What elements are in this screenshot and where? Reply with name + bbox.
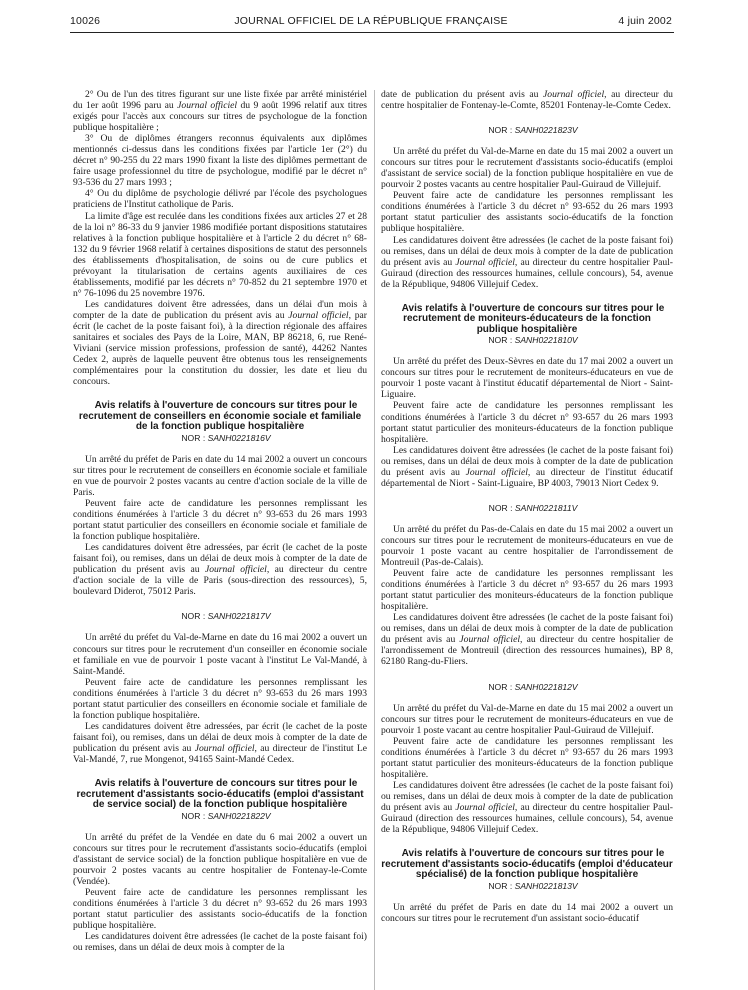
paragraph: Un arrêté du préfet du Val-de-Marne en date du 16 mai 2002 a ouvert un concours sur titres pour le recrutement d'un conseiller en économie sociale et familiale en vue de pourvoir 1 poste vacant à l'institut Le Val-Mandé, à Saint-Mandé. [73, 632, 367, 677]
paragraph: Les candidatures doivent être adressées, dans un délai d'un mois à compter de la date de publication du présent avis au Journal officiel, par écrit (le cachet de la poste faisant foi), à la direction régionale des affaires sanitaires et sociales des Pays de la Loire, MAN, BP 86218, 6, rue René-Viviani (service mission professions, profession de santé), 44262 Nantes Cedex 2, auprès de laquelle peuvent être obtenus tous les renseignements complémentaires pour la constitution du dossier, les date et lieu du concours. [73, 298, 367, 388]
left-column [73, 89, 367, 953]
issue-date: 4 juin 2002 [618, 15, 672, 27]
nor-reference: NOR : SANH0221823V [488, 125, 578, 136]
paragraph: Un arrêté du préfet de Paris en date du 14 mai 2002 a ouvert un concours sur titres pour le recrutement d'un assistant socio-éducatif [381, 901, 673, 924]
nor-reference: NOR : SANH0221810V [488, 335, 578, 346]
paragraph: Un arrêté du préfet du Val-de-Marne en date du 15 mai 2002 a ouvert un concours sur titres pour le recrutement d'assistants socio-éducatifs (emploi d'assistant de service social) de la fonction publique hospitalière en vue de pourvoir 2 postes vacants au centre hospitalier Paul-Guiraud de Villejuif. [381, 146, 673, 191]
paragraph: 4° Ou du diplôme de psychologie délivré par l'école des psychologues praticiens de l'Institut catholique de Paris. [73, 188, 367, 211]
paragraph: Peuvent faire acte de candidature les personnes remplissant les conditions énumérées à l'article 3 du décret n° 93-657 du 26 mars 1993 portant statut particulier des moniteurs-éducateurs de la fonction publique hospitalière. [381, 735, 673, 780]
paragraph: date de publication du présent avis au Journal officiel, au directeur du centre hospitalier de Fontenay-le-Comte, 85201 Fontenay-le-Comte Cedex. [381, 89, 673, 112]
paragraph: Les candidatures doivent être adressées (le cachet de la poste faisant foi) ou remises, dans un délai de deux mois à compter de la [73, 931, 367, 954]
page-header [70, 13, 672, 31]
page-number: 10026 [70, 15, 101, 27]
nor-reference: NOR : SANH0221816V [181, 432, 271, 443]
section-heading: Avis relatifs à l'ouverture de concours sur titres pour le recrutement d'assistants socio-éducatifs (emploi d'éducateur spécialisé) de la fonction publique hospitalière [381, 848, 673, 881]
paragraph: Les candidatures doivent être adressées, par écrit (le cachet de la poste faisant foi), ou remises, dans un délai de deux mois à compter de la date de publication du présent avis au Journal officiel, au directeur du centre d'action sociale de la ville de Paris (sous-direction des ressources), 5, boulevard Diderot, 75012 Paris. [73, 542, 367, 598]
paragraph: Peuvent faire acte de candidature les personnes remplissant les conditions énumérées à l'article 3 du décret n° 93-657 du 26 mars 1993 portant statut particulier des moniteurs-éducateurs de la fonction publique hospitalière. [381, 400, 673, 445]
paragraph: Peuvent faire acte de candidature les personnes remplissant les conditions énumérées à l'article 3 du décret n° 93-652 du 26 mars 1993 portant statut particulier des assistants socio-éducatifs de la fonction publique hospitalière. [73, 886, 367, 931]
paragraph: La limite d'âge est reculée dans les conditions fixées aux articles 27 et 28 de la loi n° 86-33 du 9 janvier 1986 modifiée portant dispositions statutaires relatives à la fonction publique hospitalière et à l'article 2 du décret n° 68-132 du 9 février 1968 relatif à certaines dispositions de statut des personnels des établissements d'hospitalisation, de soins ou de cure publics et prévoyant la titularisation de certains agents auxiliaires de ces établissements, modifié par les décrets n° 70-852 du 21 septembre 1970 et n° 76-1096 du 25 novembre 1976. [73, 210, 367, 299]
paragraph: Un arrêté du préfet du Val-de-Marne en date du 15 mai 2002 a ouvert un concours sur titres pour le recrutement de moniteurs-éducateurs en vue de pourvoir 1 poste vacant au centre hospitalier Paul-Guiraud de Villejuif. [381, 702, 673, 736]
paragraph: Un arrêté du préfet de la Vendée en date du 6 mai 2002 a ouvert un concours sur titres pour le recrutement d'assistants socio-éducatifs (emploi d'assistant de service social) de la fonction publique hospitalière en vue de pourvoir 2 postes vacants au centre hospitalier de Fontenay-le-Comte (Vendée). [73, 831, 367, 887]
right-column [381, 89, 673, 924]
paragraph: 3° Ou de diplômes étrangers reconnus équivalents aux diplômes mentionnés ci-dessus dans les conditions fixées par l'article 1er (2°) du décret n° 90-255 du 22 mars 1990 fixant la liste des diplômes permettant de faire usage professionnel du titre de psychologue, modifié par le décret n° 93-536 du 27 mars 1993 ; [73, 133, 367, 189]
nor-reference: NOR : SANH0221811V [488, 502, 578, 513]
nor-reference: NOR : SANH0221813V [488, 880, 578, 891]
header-rule [70, 32, 674, 33]
column-divider [374, 90, 375, 990]
nor-reference: NOR : SANH0221822V [181, 810, 271, 821]
paragraph: Les candidatures doivent être adressées (le cachet de la poste faisant foi) ou remises, dans un délai de deux mois à compter de la date de publication du présent avis au Journal officiel, au directeur du centre hospitalier de l'arrondissement de Montreuil (direction des ressources humaines), BP 8, 62180 Rang-du-Fliers. [381, 612, 674, 668]
paragraph: Peuvent faire acte de candidature les personnes remplissant les conditions énumérées à l'article 3 du décret n° 93-653 du 26 mars 1993 portant statut particulier des conseillers en économie sociale et familiale de la fonction publique hospitalière. [73, 498, 367, 543]
paragraph: Les candidatures doivent être adressées (le cachet de la poste faisant foi) ou remises, dans un délai de deux mois à compter de la date de publication du présent avis au Journal officiel, au directeur de l'institut éducatif départemental de Niort - Saint-Liguaire, BP 4003, 79013 Niort Cedex 9. [381, 444, 673, 489]
paragraph: Peuvent faire acte de candidature les personnes remplissant les conditions énumérées à l'article 3 du décret n° 93-653 du 26 mars 1993 portant statut particulier des conseillers en économie sociale et familiale de la fonction publique hospitalière. [73, 676, 367, 721]
paragraph: 2° Ou de l'un des titres figurant sur une liste fixée par arrêté ministériel du 1er août 1996 paru au Journal officiel du 9 août 1996 relatif aux titres exigés pour l'accès aux concours sur titres de psychologue de la fonction publique hospitalière ; [73, 89, 368, 134]
section-heading: Avis relatifs à l'ouverture de concours sur titres pour le recrutement de conseillers en économie sociale et familiale de la fonction publique hospitalière [78, 400, 362, 433]
section-heading: Avis relatifs à l'ouverture de concours sur titres pour le recrutement d'assistants socio-éducatifs (emploi d'assistant de service social) de la fonction publique hospitalière [76, 778, 364, 811]
paragraph: Peuvent faire acte de candidature les personnes remplissant les conditions énumérées à l'article 3 du décret n° 93-657 du 26 mars 1993 portant statut particulier des moniteurs-éducateurs de la fonction publique hospitalière. [381, 568, 673, 613]
paragraph: Un arrêté du préfet du Pas-de-Calais en date du 15 mai 2002 a ouvert un concours sur titres pour le recrutement de moniteurs-éducateurs en vue de pourvoir 1 poste vacant au centre hospitalier de l'arrondissement de Montreuil (Pas-de-Calais). [381, 523, 673, 569]
journal-title: JOURNAL OFFICIEL DE LA RÉPUBLIQUE FRANÇAISE [234, 15, 508, 27]
paragraph: Peuvent faire acte de candidature les personnes remplissant les conditions énumérées à l'article 3 du décret n° 93-652 du 26 mars 1993 portant statut particulier des assistants socio-éducatifs de la fonction publique hospitalière. [381, 190, 673, 235]
paragraph: Un arrêté du préfet de Paris en date du 14 mai 2002 a ouvert un concours sur titres pour le recrutement de conseillers en économie sociale et familiale en vue de pourvoir 2 postes vacants au centre d'action sociale de la ville de Paris. [73, 453, 367, 498]
nor-reference: NOR : SANH0221812V [488, 681, 578, 692]
paragraph: Les candidatures doivent être adressées (le cachet de la poste faisant foi) ou remises, dans un délai de deux mois à compter de la date de publication du présent avis au Journal officiel, au directeur du centre hospitalier Paul-Guiraud (direction des ressources humaines, cellule concours), 54, avenue de la République, 94806 Villejuif Cedex. [381, 779, 673, 836]
section-heading: Avis relatifs à l'ouverture de concours sur titres pour le recrutement de moniteurs-éducateurs de la fonction publique hospitalière [401, 302, 665, 335]
nor-reference: NOR : SANH0221817V [181, 611, 271, 622]
paragraph: Les candidatures doivent être adressées (le cachet de la poste faisant foi) ou remises, dans un délai de deux mois à compter de la date de publication du présent avis au Journal officiel, au directeur du centre hospitalier Paul-Guiraud (direction des ressources humaines, cellule concours), 54, avenue de la République, 94806 Villejuif Cedex. [381, 234, 673, 290]
paragraph: Les candidatures doivent être adressées, par écrit (le cachet de la poste faisant foi), ou remises, dans un délai de deux mois à compter de la date de publication du présent avis au Journal officiel, au directeur de l'institut Le Val-Mandé, 7, rue Mongenot, 94165 Saint-Mandé Cedex. [73, 720, 367, 765]
paragraph: Un arrêté du préfet des Deux-Sèvres en date du 17 mai 2002 a ouvert un concours sur titres pour le recrutement de moniteurs-éducateurs en vue de pourvoir 1 poste vacant à l'institut éducatif départemental de Niort - Saint-Liguaire. [381, 356, 673, 401]
